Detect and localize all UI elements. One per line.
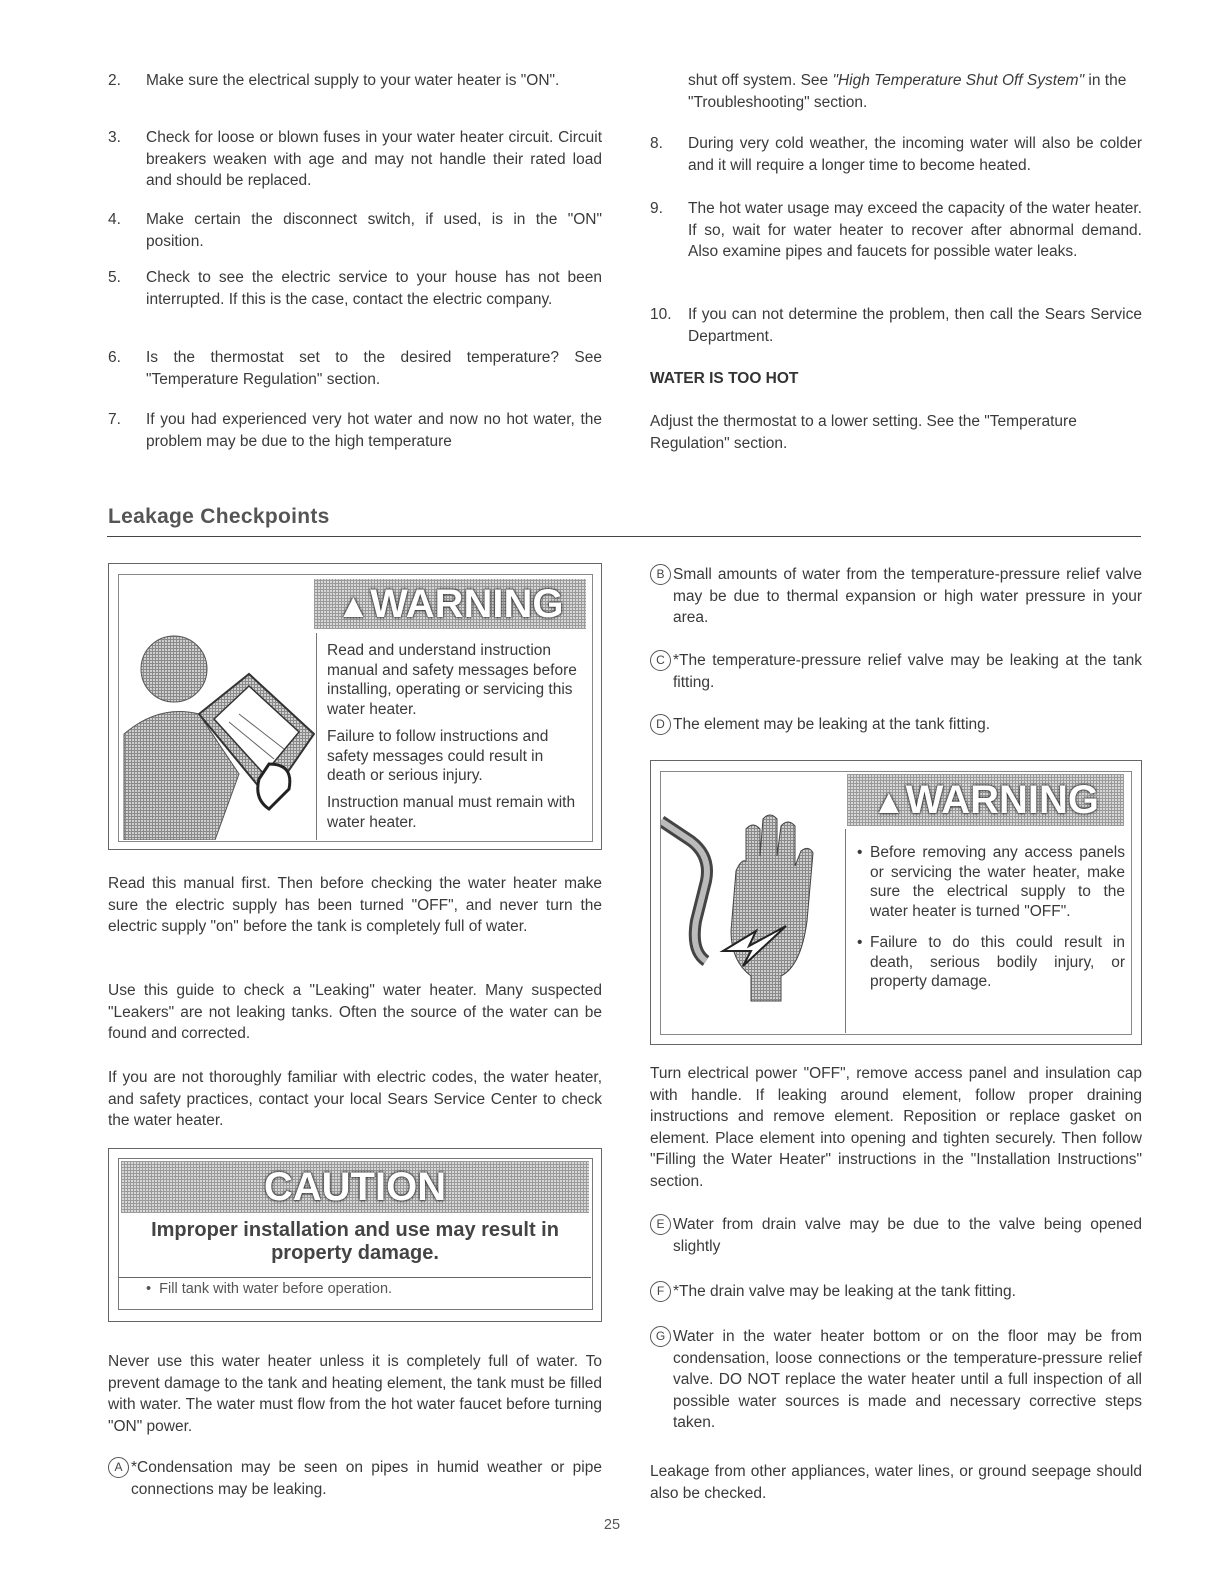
warning-divider [845, 829, 846, 1033]
caution-banner: CAUTION [121, 1161, 589, 1213]
checkpoint-letter-a: A [108, 1457, 129, 1478]
list-item-10 [650, 304, 1142, 347]
caution-heading: Improper installation and use may result in property damage. [151, 1219, 559, 1264]
checkpoint-text: The element may be leaking at the tank fitting. [673, 716, 991, 733]
electric-shock-hand-icon [661, 801, 841, 1021]
checkpoint-c [650, 650, 1142, 693]
paragraph-never-use: Never use this water heater unless it is completely full of water. To prevent damage to the tank and heating element, the tank must be filled with water. The water must flow from the hot water faucet before turning "ON" power. [108, 1353, 602, 1435]
caution-divider [119, 1277, 591, 1278]
checkpoint-text: Small amounts of water from the temperature-pressure relief valve may be due to thermal expansion or high water pressure in your area. [673, 566, 1142, 626]
item-text: If you had experienced very hot water and now no hot water, the problem may be due to the high temperature [146, 411, 602, 450]
item-text: Check to see the electric service to your house has not been interrupted. If this is the case, contact the electric company. [146, 269, 602, 308]
list-item-6 [108, 347, 602, 390]
warning-banner [847, 774, 1124, 826]
item-text: Check for loose or blown fuses in your water heater circuit. Circuit breakers weaken with age and may not handle their rated load and should be replaced. [146, 129, 602, 189]
warning-divider [316, 633, 317, 840]
warning-banner-text: WARNING [905, 778, 1099, 822]
section-title: Leakage Checkpoints [108, 505, 330, 528]
checkpoint-letter-e: E [650, 1214, 671, 1235]
cont-text: in the "Troubleshooting" section. [688, 72, 1127, 111]
paragraph-guide: Use this guide to check a "Leaking" water heater. Many suspected "Leakers" are not leaking tanks. Often the source of the water can be found and corrected. [108, 982, 602, 1042]
section-divider [107, 536, 1141, 537]
page-number: 25 [603, 1517, 621, 1533]
checkpoint-d [650, 714, 1142, 736]
checkpoint-f [650, 1281, 1142, 1303]
caution-bullet-text: Fill tank with water before operation. [159, 1281, 393, 1297]
bullet-icon: • [146, 1281, 160, 1297]
warning-triangle-icon: ▲ [336, 587, 371, 625]
list-item-7 [108, 409, 602, 452]
item-number: 5. [108, 269, 121, 286]
water-too-hot-text: Adjust the thermostat to a lower setting. See the "Temperature Regulation" section. [650, 413, 1077, 452]
checkpoint-letter-g: G [650, 1326, 671, 1347]
list-item-2 [108, 70, 602, 92]
checkpoint-text: Water in the water heater bottom or on the floor may be from condensation, loose connections or the temperature-pressure relief valve. DO NOT replace the water heater until a full inspection of all possible water sources is made and necessary corrective steps taken. [673, 1328, 1142, 1431]
item-number: 7. [108, 411, 121, 428]
checkpoint-text: *The drain valve may be leaking at the tank fitting. [673, 1283, 1016, 1300]
item-number: 3. [108, 129, 121, 146]
checkpoint-text: *Condensation may be seen on pipes in humid weather or pipe connections may be leaking. [131, 1459, 602, 1498]
item-text: If you can not determine the problem, then call the Sears Service Department. [688, 306, 1142, 345]
checkpoint-letter-d: D [650, 714, 671, 735]
paragraph-read-manual: Read this manual first. Then before checking the water heater make sure the electric supply has been turned "OFF", and never turn the electric supply "on" before the tank is completely full of water. [108, 875, 602, 935]
checkpoint-letter-f: F [650, 1281, 671, 1302]
person-reading-manual-icon [119, 624, 315, 840]
checkpoint-text: Water from drain valve may be due to the valve being opened slightly [673, 1216, 1142, 1255]
cont-italic: "High Temperature Shut Off System" [832, 72, 1085, 89]
water-too-hot-heading: WATER IS TOO HOT [650, 370, 799, 387]
checkpoint-letter-c: C [650, 650, 671, 671]
warning-bullet-2: • Failure to do this could result in death, serious bodily injury, or property damage. [870, 933, 1125, 992]
list-item-9 [650, 198, 1142, 263]
checkpoint-a [108, 1457, 602, 1500]
item-number: 6. [108, 349, 121, 366]
checkpoint-e [650, 1214, 1142, 1257]
item-number: 10. [650, 306, 672, 323]
item-number: 9. [650, 200, 663, 217]
paragraph-element: Turn electrical power "OFF", remove access panel and insulation cap with handle. If leaking around element, follow proper draining instructions and remove element. Reposition or replace gasket on element. Place element into opening and tighten securely. Then follow "Filling the Water Heater" instructions in the "Installation Instructions" section. [650, 1065, 1142, 1190]
warning-banner [314, 579, 586, 629]
item-text: During very cold weather, the incoming water will also be colder and it will require a longer time to become heated. [688, 135, 1142, 174]
item-number: 2. [108, 72, 121, 89]
warning-banner-text: WARNING [370, 582, 564, 626]
checkpoint-text: *The temperature-pressure relief valve may be leaking at the tank fitting. [673, 652, 1142, 691]
item-text: Is the thermostat set to the desired temperature? See "Temperature Regulation" section. [146, 349, 602, 388]
checkpoint-g [650, 1326, 1142, 1434]
caution-box [108, 1148, 602, 1322]
paragraph-leakage-other: Leakage from other appliances, water lines, or ground seepage should also be checked. [650, 1463, 1142, 1502]
warning-box-electrical [650, 760, 1142, 1045]
cont-text: shut off system. See [688, 72, 833, 89]
item-7-continuation [688, 70, 1140, 113]
warning-bullet-1: • Before removing any access panels or servicing the water heater, make sure the electrical supply to the water heater is turned "OFF". [870, 843, 1125, 921]
warning-bullet-list [856, 843, 1125, 992]
paragraph-familiar: If you are not thoroughly familiar with electric codes, the water heater, and safety practices, contact your local Sears Service Center to check the water heater. [108, 1069, 602, 1129]
list-item-8 [650, 133, 1142, 176]
item-text: Make sure the electrical supply to your water heater is "ON". [146, 72, 560, 89]
list-item-4 [108, 209, 602, 252]
caution-bullet [146, 1281, 392, 1297]
checkpoint-letter-b: B [650, 564, 671, 585]
warning-para-2: Failure to follow instructions and safety messages could result in death or serious injury. [327, 728, 549, 784]
item-number: 4. [108, 211, 121, 228]
list-item-5 [108, 267, 602, 310]
warning-para-1: Read and understand instruction manual and safety messages before installing, operating or servicing this water heater. [327, 642, 577, 718]
item-text: The hot water usage may exceed the capacity of the water heater. If so, wait for water heater to recover after abnormal demand. Also examine pipes and faucets for possible water leaks. [688, 200, 1142, 260]
warning-box-manual [108, 563, 602, 850]
warning-para-3: Instruction manual must remain with water heater. [327, 794, 576, 831]
warning-triangle-icon: ▲ [872, 783, 906, 821]
item-number: 8. [650, 135, 663, 152]
item-text: Make certain the disconnect switch, if used, is in the "ON" position. [146, 211, 602, 250]
list-item-3 [108, 127, 602, 192]
checkpoint-b [650, 564, 1142, 629]
